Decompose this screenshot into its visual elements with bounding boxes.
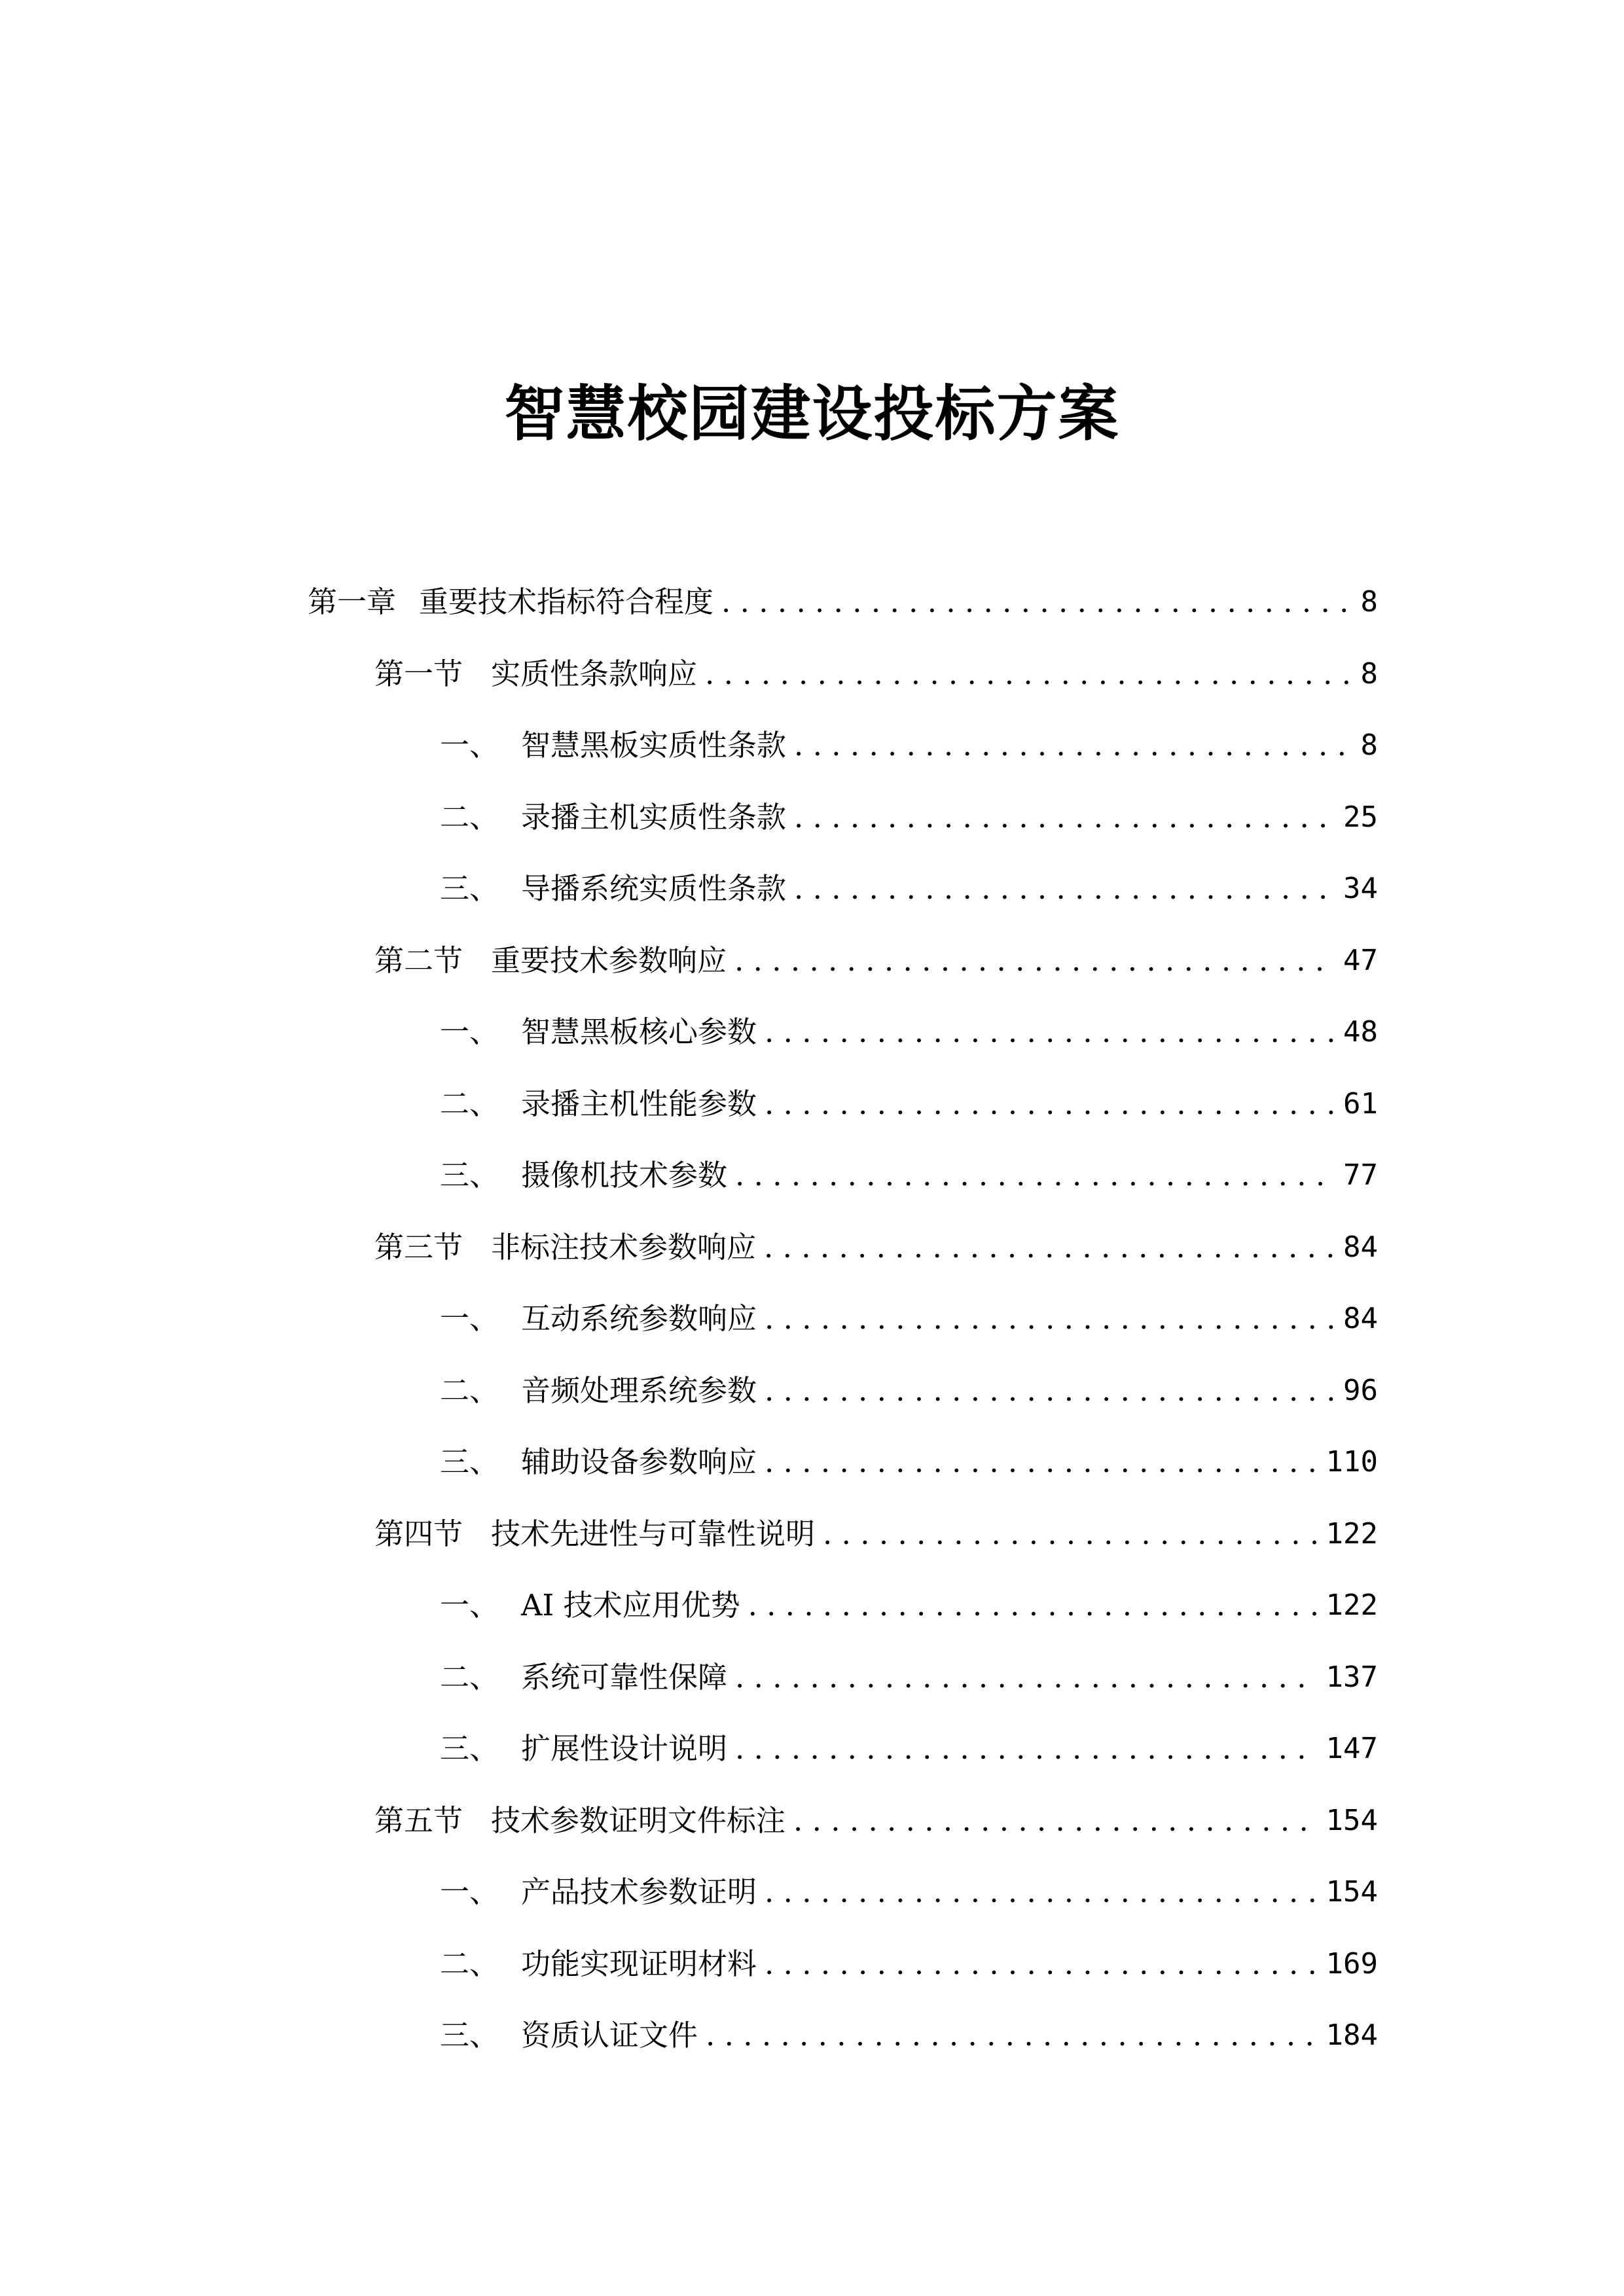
toc-page-number: 61 — [1343, 1086, 1378, 1121]
toc-entry-title: 导播系统实质性条款 — [521, 871, 787, 906]
toc-entry[interactable] — [440, 1723, 1378, 1775]
toc-entry[interactable] — [440, 1938, 1378, 1990]
toc-entry-title: 重要技术参数响应 — [491, 942, 727, 978]
toc-page-number: 110 — [1326, 1445, 1378, 1479]
toc-page-number: 8 — [1360, 656, 1378, 691]
toc-dot-leader — [735, 1651, 1317, 1704]
toc-dot-leader — [765, 1938, 1317, 1990]
toc-entry-title: 系统可靠性保障 — [521, 1659, 728, 1695]
toc-entry-title: 摄像机技术参数 — [521, 1158, 728, 1193]
toc-dot-leader — [735, 1723, 1317, 1775]
toc-entry[interactable] — [440, 719, 1378, 772]
toc-page-number: 34 — [1343, 872, 1378, 905]
toc-entry-number: 二、 — [440, 799, 499, 834]
toc-dot-leader — [764, 1221, 1334, 1274]
toc-page-number: 169 — [1326, 1946, 1378, 1981]
toc-entry[interactable] — [440, 791, 1378, 844]
toc-dot-leader — [765, 1436, 1317, 1488]
toc-entry-number: 二、 — [440, 1659, 499, 1695]
toc-page-number: 122 — [1326, 1516, 1378, 1551]
toc-entry-number: 一、 — [440, 1301, 499, 1336]
toc-entry[interactable] — [440, 2009, 1378, 2062]
toc-entry-title: 互动系统参数响应 — [521, 1301, 757, 1336]
toc-entry[interactable] — [440, 1293, 1378, 1345]
toc-page-number: 25 — [1343, 800, 1378, 834]
toc-entry-number: 二、 — [440, 1372, 499, 1408]
toc-entry-title: 重要技术指标符合程度 — [419, 584, 714, 619]
toc-dot-leader — [765, 1078, 1334, 1130]
toc-entry-title: 录播主机实质性条款 — [521, 799, 787, 834]
toc-page-number: 154 — [1326, 1875, 1378, 1909]
toc-entry[interactable] — [374, 1508, 1378, 1560]
toc-dot-leader — [794, 719, 1351, 772]
toc-page-number: 147 — [1326, 1732, 1378, 1765]
toc-entry[interactable] — [440, 1651, 1378, 1704]
toc-page-number: 8 — [1360, 728, 1378, 762]
toc-entry-number: 三、 — [440, 1731, 499, 1766]
toc-entry-number: 一、 — [440, 1588, 499, 1623]
toc-dot-leader — [765, 1293, 1334, 1345]
toc-dot-leader — [823, 1508, 1317, 1560]
toc-dot-leader — [765, 1866, 1317, 1918]
toc-dot-leader — [734, 935, 1334, 987]
toc-entry-number: 第五节 — [374, 1803, 463, 1838]
toc-entry-title: 实质性条款响应 — [491, 656, 698, 691]
toc-entry[interactable] — [440, 1436, 1378, 1488]
toc-entry-title: 技术参数证明文件标注 — [491, 1803, 786, 1838]
toc-page-number: 47 — [1343, 943, 1378, 977]
toc-entry-number: 第四节 — [374, 1516, 463, 1551]
toc-entry[interactable] — [374, 648, 1378, 700]
toc-page-number: 84 — [1343, 1302, 1378, 1335]
toc-entry-number: 三、 — [440, 2018, 499, 2053]
toc-entry[interactable] — [440, 1579, 1378, 1632]
toc-dot-leader — [793, 1795, 1317, 1847]
toc-dot-leader — [765, 1006, 1334, 1058]
toc-entry-number: 一、 — [440, 1874, 499, 1909]
toc-entry-number: 三、 — [440, 1158, 499, 1193]
toc-entry-title: 智慧黑板实质性条款 — [521, 728, 787, 762]
toc-entry-title: 辅助设备参数响应 — [521, 1444, 757, 1479]
toc-page-number: 8 — [1360, 585, 1378, 619]
document-title: 智慧校园建设投标方案 — [504, 378, 1120, 449]
toc-entry-number: 三、 — [440, 871, 499, 906]
toc-entry-title: 音频处理系统参数 — [521, 1372, 757, 1408]
toc-entry-title: 智慧黑板核心参数 — [521, 1014, 757, 1049]
toc-entry[interactable] — [308, 576, 1378, 628]
toc-entry[interactable] — [440, 863, 1378, 915]
toc-entry-number: 第三节 — [374, 1229, 463, 1265]
toc-entry-title: 非标注技术参数响应 — [491, 1229, 757, 1265]
toc-entry-number: 三、 — [440, 1444, 499, 1479]
toc-page-number: 84 — [1343, 1230, 1378, 1264]
toc-entry[interactable] — [440, 1365, 1378, 1417]
toc-entry[interactable] — [440, 1866, 1378, 1918]
toc-entry-title: 产品技术参数证明 — [521, 1874, 757, 1909]
toc-entry-title: AI 技术应用优势 — [521, 1588, 740, 1623]
toc-page-number: 137 — [1326, 1660, 1378, 1694]
toc-dot-leader — [706, 2009, 1317, 2062]
toc-dot-leader — [721, 576, 1351, 628]
toc-dot-leader — [794, 791, 1334, 844]
toc-entry[interactable] — [440, 1149, 1378, 1202]
toc-entry[interactable] — [440, 1006, 1378, 1058]
toc-page-number: 122 — [1326, 1588, 1378, 1622]
toc-entry-number: 第一节 — [374, 656, 463, 691]
toc-dot-leader — [765, 1365, 1334, 1417]
toc-dot-leader — [735, 1149, 1334, 1202]
toc-dot-leader — [794, 863, 1334, 915]
toc-entry[interactable] — [374, 1795, 1378, 1847]
toc-entry-title: 功能实现证明材料 — [521, 1946, 757, 1981]
toc-entry[interactable] — [440, 1078, 1378, 1130]
toc-entry-title: 录播主机性能参数 — [521, 1086, 757, 1121]
toc-entry-number: 第一章 — [308, 584, 397, 619]
toc-entry-number: 第二节 — [374, 942, 463, 978]
toc-entry-title: 技术先进性与可靠性说明 — [491, 1516, 816, 1551]
toc-page-number: 184 — [1326, 2018, 1378, 2052]
toc-dot-leader — [705, 648, 1351, 700]
toc-entry-number: 二、 — [440, 1946, 499, 1981]
toc-page-number: 96 — [1343, 1373, 1378, 1407]
toc-entry[interactable] — [374, 935, 1378, 987]
toc-page-number: 154 — [1326, 1803, 1378, 1837]
toc-page-number: 48 — [1343, 1015, 1378, 1049]
toc-entry-number: 一、 — [440, 728, 499, 762]
toc-page-number: 77 — [1343, 1158, 1378, 1192]
toc-entry-title: 资质认证文件 — [521, 2018, 698, 2053]
toc-dot-leader — [748, 1579, 1317, 1632]
toc-entry-number: 一、 — [440, 1014, 499, 1049]
toc-entry[interactable] — [374, 1221, 1378, 1274]
toc-entry-title: 扩展性设计说明 — [521, 1731, 728, 1766]
toc-entry-number: 二、 — [440, 1086, 499, 1121]
